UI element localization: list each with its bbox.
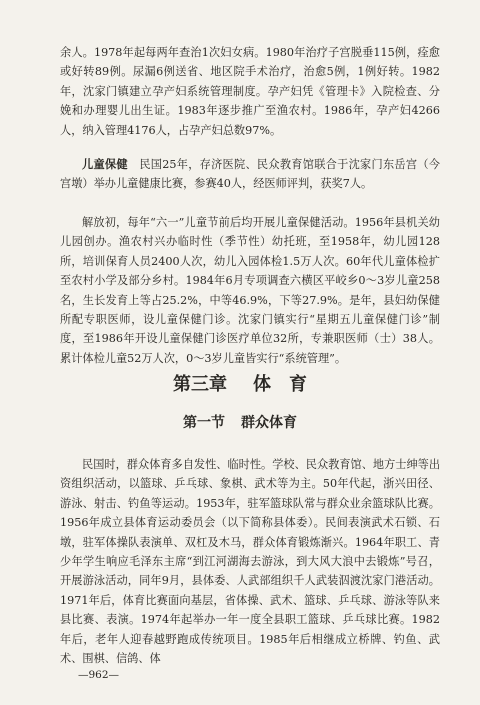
section-name: 群众体育 bbox=[241, 415, 297, 431]
paragraph-child-health bbox=[60, 155, 440, 194]
paragraph-mass-sports: 民国时，群众体育多自发性、临时性。学校、民众教育馆、地方士绅等出资组织活动，以篮球、乒乓球、象棋、武术等为主。50年代起，浙兴田径、游泳、射击、钓鱼等运动。1953年，驻军篮球队常与群众业余篮球队比赛。1956年成立县体育运动委员会（以下简称县体委）。民间表演武术石锁、石墩，驻军体操队表演单、双杠及木马，群众体育锻炼渐兴。1964年职工、青少年学生响应毛泽东主席“到江河湖海去游泳，到大风大浪中去锻炼”号召，开展游泳活动，同年9月，县体委、人武部组织千人武装泅渡沈家门港活动。1971年后，体育比赛面向基层，省体操、武术、篮球、乒乓球、游泳等队来县比赛、表演。1974年起举办一年一度全县职工篮球、乒乓球比赛。1982年后，老年人迎春越野跑成传统项目。1985年后相继成立桥牌、钓鱼、武术、围棋、信鸽、体 bbox=[60, 458, 441, 666]
section-title bbox=[0, 412, 480, 432]
chapter-name: 体 育 bbox=[253, 374, 307, 395]
page-number: —962— bbox=[78, 669, 120, 681]
paragraph-post-liberation: 解放初，每年“六一”儿童节前后均开展儿童保健活动。1956年县机关幼儿园创办。渔农村兴办临时性（季节性）幼托班，至1958年，幼儿园128所，培训保育人员2400人次，幼儿入园体检1.5万人次。60年代儿童体检扩至农村小学及部分乡村。1984年6月专项调查六横区平峧乡0～3岁儿童258名，生长发育上等占25.2%，中等46.9%，下等27.9%。是年，县妇幼保健所配专职医师，设儿童保健门诊。沈家门镇实行“星期五儿童保健门诊”制度，至1986年开设儿童保健门诊医疗单位32所，专兼职医师（士）38人。累计体检儿童52万人次，0～3岁儿童皆实行“系统管理”。 bbox=[60, 216, 440, 365]
chapter-title bbox=[0, 370, 480, 396]
section-number: 第一节 bbox=[183, 415, 225, 431]
chapter-number: 第三章 bbox=[173, 374, 227, 395]
child-health-heading: 儿童保健 bbox=[82, 157, 128, 171]
paragraph-womens-health: 余人。1978年起每两年查治1次妇女病。1980年治疗子宫脱垂115例，痊愈或好转89例。尿漏6例送省、地区院手术治疗，治愈5例，1例好转。1982年，沈家门镇建立孕产妇系统管理制度。孕产妇凭《管理卡》入院检查、分娩和办理婴儿出生证。1983年逐步推广至渔农村。1986年，孕产妇4266人，纳入管理4176人，占孕产妇总数97%。 bbox=[60, 46, 440, 137]
child-health-text: 民国25年，存济医院、民众教育馆联合于沈家门东岳宫（今宫墩）举办儿童健康比赛，参赛40人，经医师评判，获奖7人。 bbox=[60, 158, 440, 191]
